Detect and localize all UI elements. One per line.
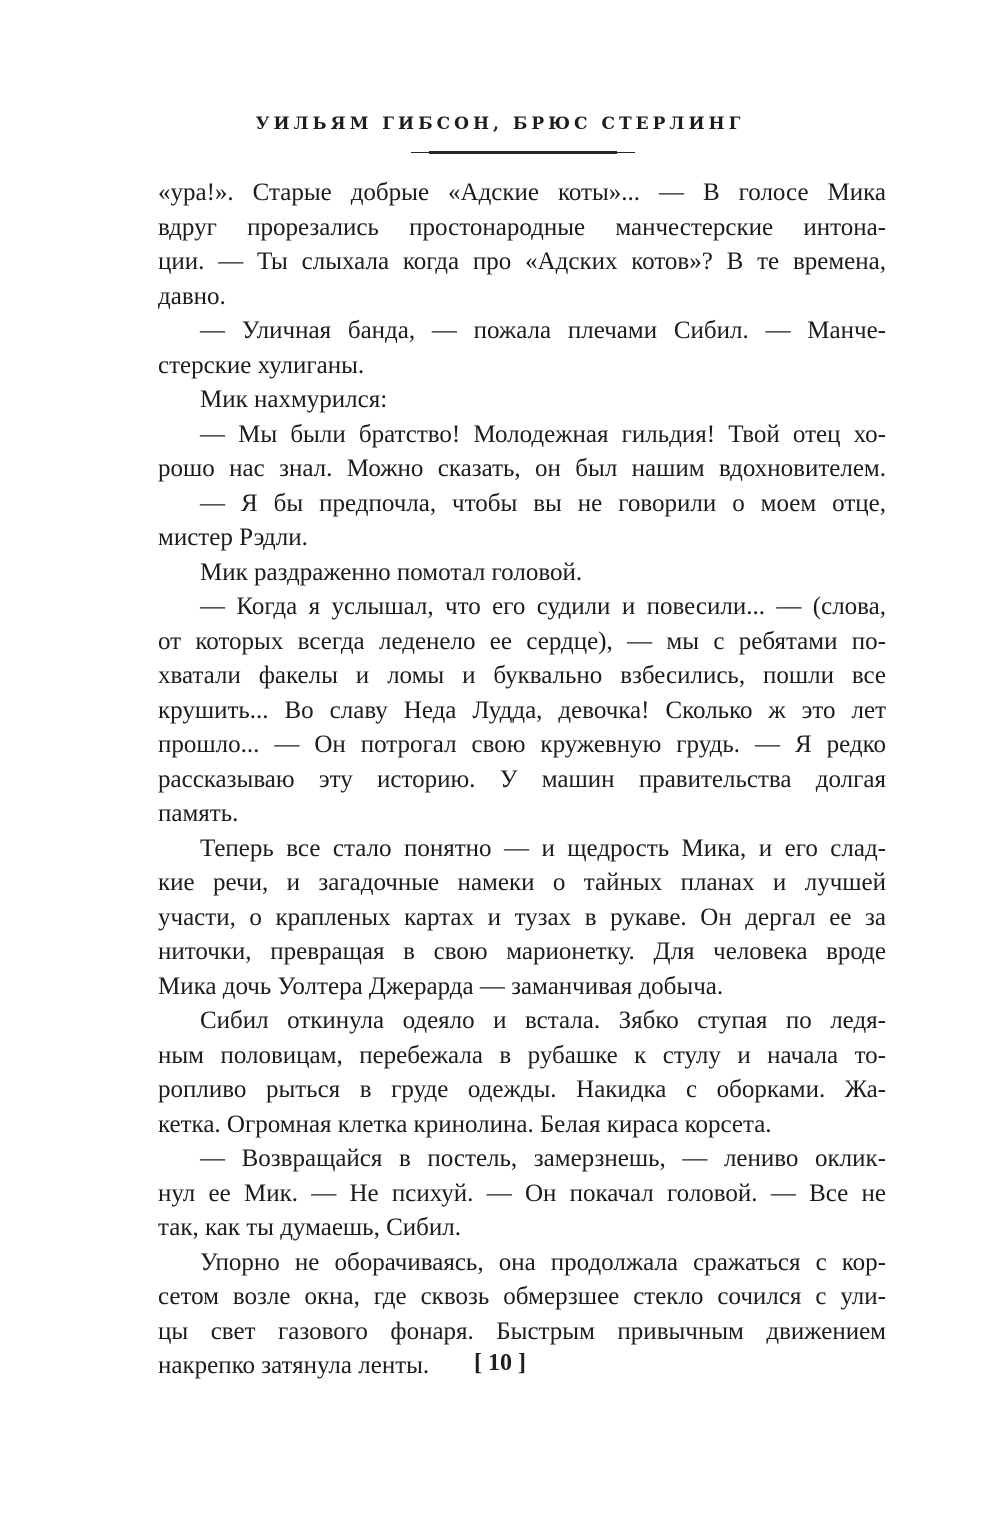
text-line: участи, о крапленых картах и тузах в рукаве. Он дергал ее за	[158, 903, 886, 931]
text-line: Мик нахмурился:	[200, 386, 388, 413]
text-line: так, как ты думаешь, Сибил.	[158, 1214, 461, 1241]
text-line: — Возвращайся в постель, замерзнешь, — лениво оклик-	[200, 1145, 886, 1172]
text-line: — Я бы предпочла, чтобы вы не говорили о моем отце,	[200, 489, 886, 517]
text-line: кие речи, и загадочные намеки о тайных планах и лучшей	[158, 869, 886, 896]
running-head: УИЛЬЯМ ГИБСОН, БРЮС СТЕРЛИНГ	[255, 114, 745, 134]
body-text	[158, 176, 886, 1384]
text-line: ропливо рыться в груде одежды. Накидка с оборками. Жа-	[158, 1076, 886, 1103]
text-line: цы свет газового фонаря. Быстрым привычным движением	[158, 1317, 886, 1345]
page-number: [ 10 ]	[474, 1350, 526, 1376]
text-line: сетом возле окна, где сквозь обмерзшее стекло сочился с ули-	[158, 1283, 886, 1310]
text-line: — Мы были братство! Молодежная гильдия! Твой отец хо-	[200, 420, 886, 448]
text-line: кетка. Огромная клетка кринолина. Белая кираса корсета.	[158, 1110, 772, 1138]
text-line: «ура!». Старые добрые «Адские коты»... — В голосе Мика	[158, 179, 886, 206]
text-line: от которых всегда леденело ее сердце), — мы с ребятами по-	[158, 627, 886, 655]
text-line: Мика дочь Уолтера Джерарда — заманчивая добыча.	[158, 972, 724, 1000]
text-line: мистер Рэдли.	[158, 524, 308, 551]
text-line: ным половицам, перебежала в рубашке к стулу и начала то-	[158, 1041, 886, 1069]
text-line: стерские хулиганы.	[158, 351, 365, 379]
text-line: Упорно не оборачиваясь, она продолжала сражаться с кор-	[200, 1248, 886, 1276]
text-line: накрепко затянула ленты.	[158, 1352, 430, 1379]
text-line: рошо нас знал. Можно сказать, он был нашим вдохновителем.	[158, 455, 886, 482]
header-rule	[429, 151, 617, 154]
text-line: хватали факелы и ломы и буквально взбесились, пошли все	[158, 662, 886, 689]
text-line: нул ее Мик. — Не психуй. — Он покачал головой. — Все не	[158, 1179, 886, 1207]
text-line: крушить... Во славу Неда Лудда, девочка! Сколько ж это лет	[158, 696, 886, 724]
text-line: память.	[158, 800, 239, 827]
text-line: вдруг прорезались простонародные манчестерские интона-	[158, 213, 886, 241]
text-line: — Уличная банда, — пожала плечами Сибил. — Манче-	[200, 317, 886, 344]
text-line: Сибил откинула одеяло и встала. Зябко ступая по ледя-	[200, 1007, 886, 1034]
text-line: — Когда я услышал, что его судили и повесили... — (слова,	[200, 593, 886, 620]
text-line: прошло... — Он потрогал свою кружевную грудь. — Я редко	[158, 731, 886, 758]
text-line: ниточки, превращая в свою марионетку. Для человека вроде	[158, 938, 886, 965]
text-line: Теперь все стало понятно — и щедрость Мика, и его слад-	[200, 834, 886, 862]
text-line: Мик раздраженно помотал головой.	[200, 558, 583, 586]
text-line: давно.	[158, 282, 226, 310]
text-line: рассказываю эту историю. У машин правительства долгая	[158, 765, 886, 793]
text-line: ции. — Ты слыхала когда про «Адских котов»? В те времена,	[158, 248, 886, 275]
